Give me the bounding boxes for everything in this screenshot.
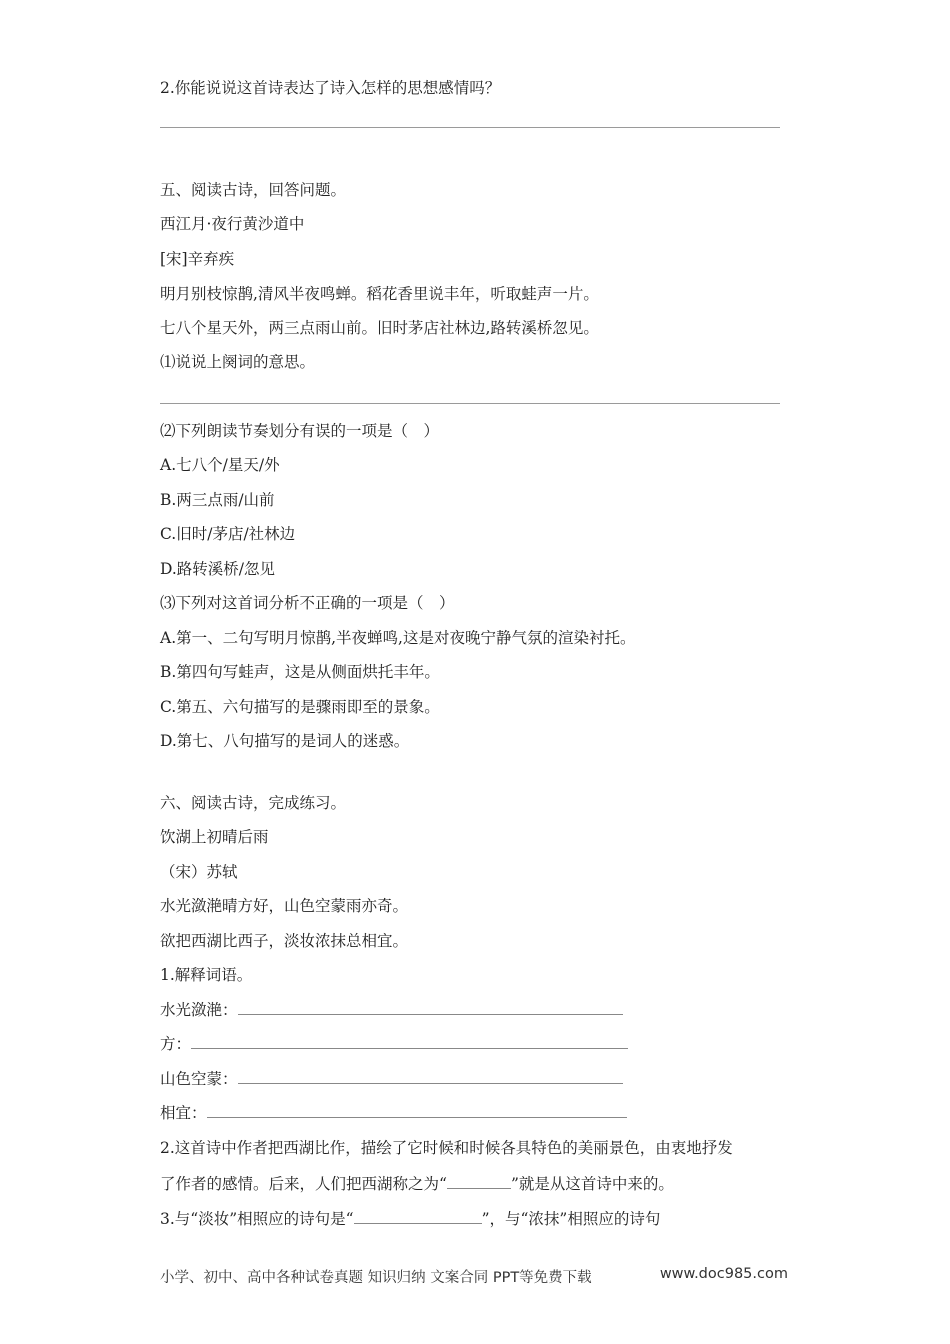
fill-in-blank[interactable] [354, 1209, 482, 1224]
s6-poem-line-1: 水光潋滟晴方好，山色空蒙雨亦奇。 [160, 897, 409, 915]
term-answer-blank[interactable] [238, 1069, 623, 1084]
s5-question-1: ⑴说说上阕词的意思。 [160, 353, 316, 371]
s5-poem-line-1: 明月别枝惊鹊,清风半夜鸣蝉。稻花香里说丰年，听取蛙声一片。 [160, 285, 599, 303]
term-label: 山色空蒙： [160, 1070, 238, 1088]
term-answer-blank[interactable] [238, 1000, 623, 1015]
s5-q3-option-c: C.第五、六句描写的是骤雨即至的景象。 [160, 698, 440, 716]
s5-poem-title: 西江月·夜行黄沙道中 [160, 215, 305, 233]
s5-q2-option-d: D.路转溪桥/忽见 [160, 560, 276, 578]
s6-question-2-line-1: 2.这首诗中作者把西湖比作，描绘了它时候和时候各具特色的美丽景色，由衷地抒发 [160, 1139, 733, 1157]
s6-question-1: 1.解释词语。 [160, 966, 253, 984]
footer-text: 小学、初中、高中各种试卷真题 知识归纳 文案合同 PPT等免费下载 [160, 1270, 592, 1286]
s5-q2-option-a: A.七八个/星天/外 [160, 456, 280, 474]
term-label: 方： [160, 1035, 192, 1053]
s5-poem-line-2: 七八个星天外，两三点雨山前。旧时茅店社林边,路转溪桥忽见。 [160, 319, 599, 337]
s6-term-row-1 [160, 1000, 623, 1020]
s6-term-row-3 [160, 1069, 623, 1089]
page-footer [160, 1266, 800, 1287]
s6-heading: 六、阅读古诗，完成练习。 [160, 794, 347, 812]
s5-q3-option-a: A.第一、二句写明月惊鹊,半夜蝉鸣,这是对夜晚宁静气氛的渲染衬托。 [160, 629, 636, 647]
term-answer-blank[interactable] [191, 1034, 628, 1049]
answer-line [160, 403, 780, 404]
term-label: 水光潋滟： [160, 1001, 238, 1019]
term-label: 相宜： [160, 1104, 207, 1122]
s5-q3-option-b: B.第四句写蛙声，这是从侧面烘托丰年。 [160, 663, 440, 681]
s6-poem-line-2: 欲把西湖比西子，淡妆浓抹总相宜。 [160, 932, 409, 950]
s6-question-2-line-2: 了作者的感情。后来，人们把西湖称之为“ ”就是从这首诗中来的。 [160, 1175, 674, 1193]
fill-in-blank[interactable] [447, 1174, 511, 1189]
s5-author: [宋]辛弃疾 [160, 250, 235, 268]
term-answer-blank[interactable] [207, 1103, 627, 1118]
s4-question-2: 2.你能说说这首诗表达了诗入怎样的思想感情吗？ [160, 79, 501, 97]
s5-q3-option-d: D.第七、八句描写的是词人的迷惑。 [160, 732, 410, 750]
s6-author: （宋）苏轼 [160, 863, 238, 881]
s5-question-3: ⑶下列对这首词分析不正确的一项是（ ） [160, 594, 455, 612]
s6-term-row-2 [160, 1034, 628, 1054]
s5-q2-option-b: B.两三点雨/山前 [160, 491, 275, 509]
answer-line [160, 127, 780, 128]
s6-poem-title: 饮湖上初晴后雨 [160, 828, 269, 846]
s5-heading: 五、阅读古诗，回答问题。 [160, 181, 347, 199]
s5-question-2: ⑵下列朗读节奏划分有误的一项是（ ） [160, 422, 440, 440]
s5-q2-option-c: C.旧时/茅店/社林边 [160, 525, 296, 543]
s6-question-3: 3.与“淡妆”相照应的诗句是“ ”，与“浓抹”相照应的诗句 [160, 1210, 661, 1228]
footer-site-link[interactable]: www.doc985.com [659, 1266, 788, 1282]
s6-term-row-4 [160, 1103, 627, 1123]
